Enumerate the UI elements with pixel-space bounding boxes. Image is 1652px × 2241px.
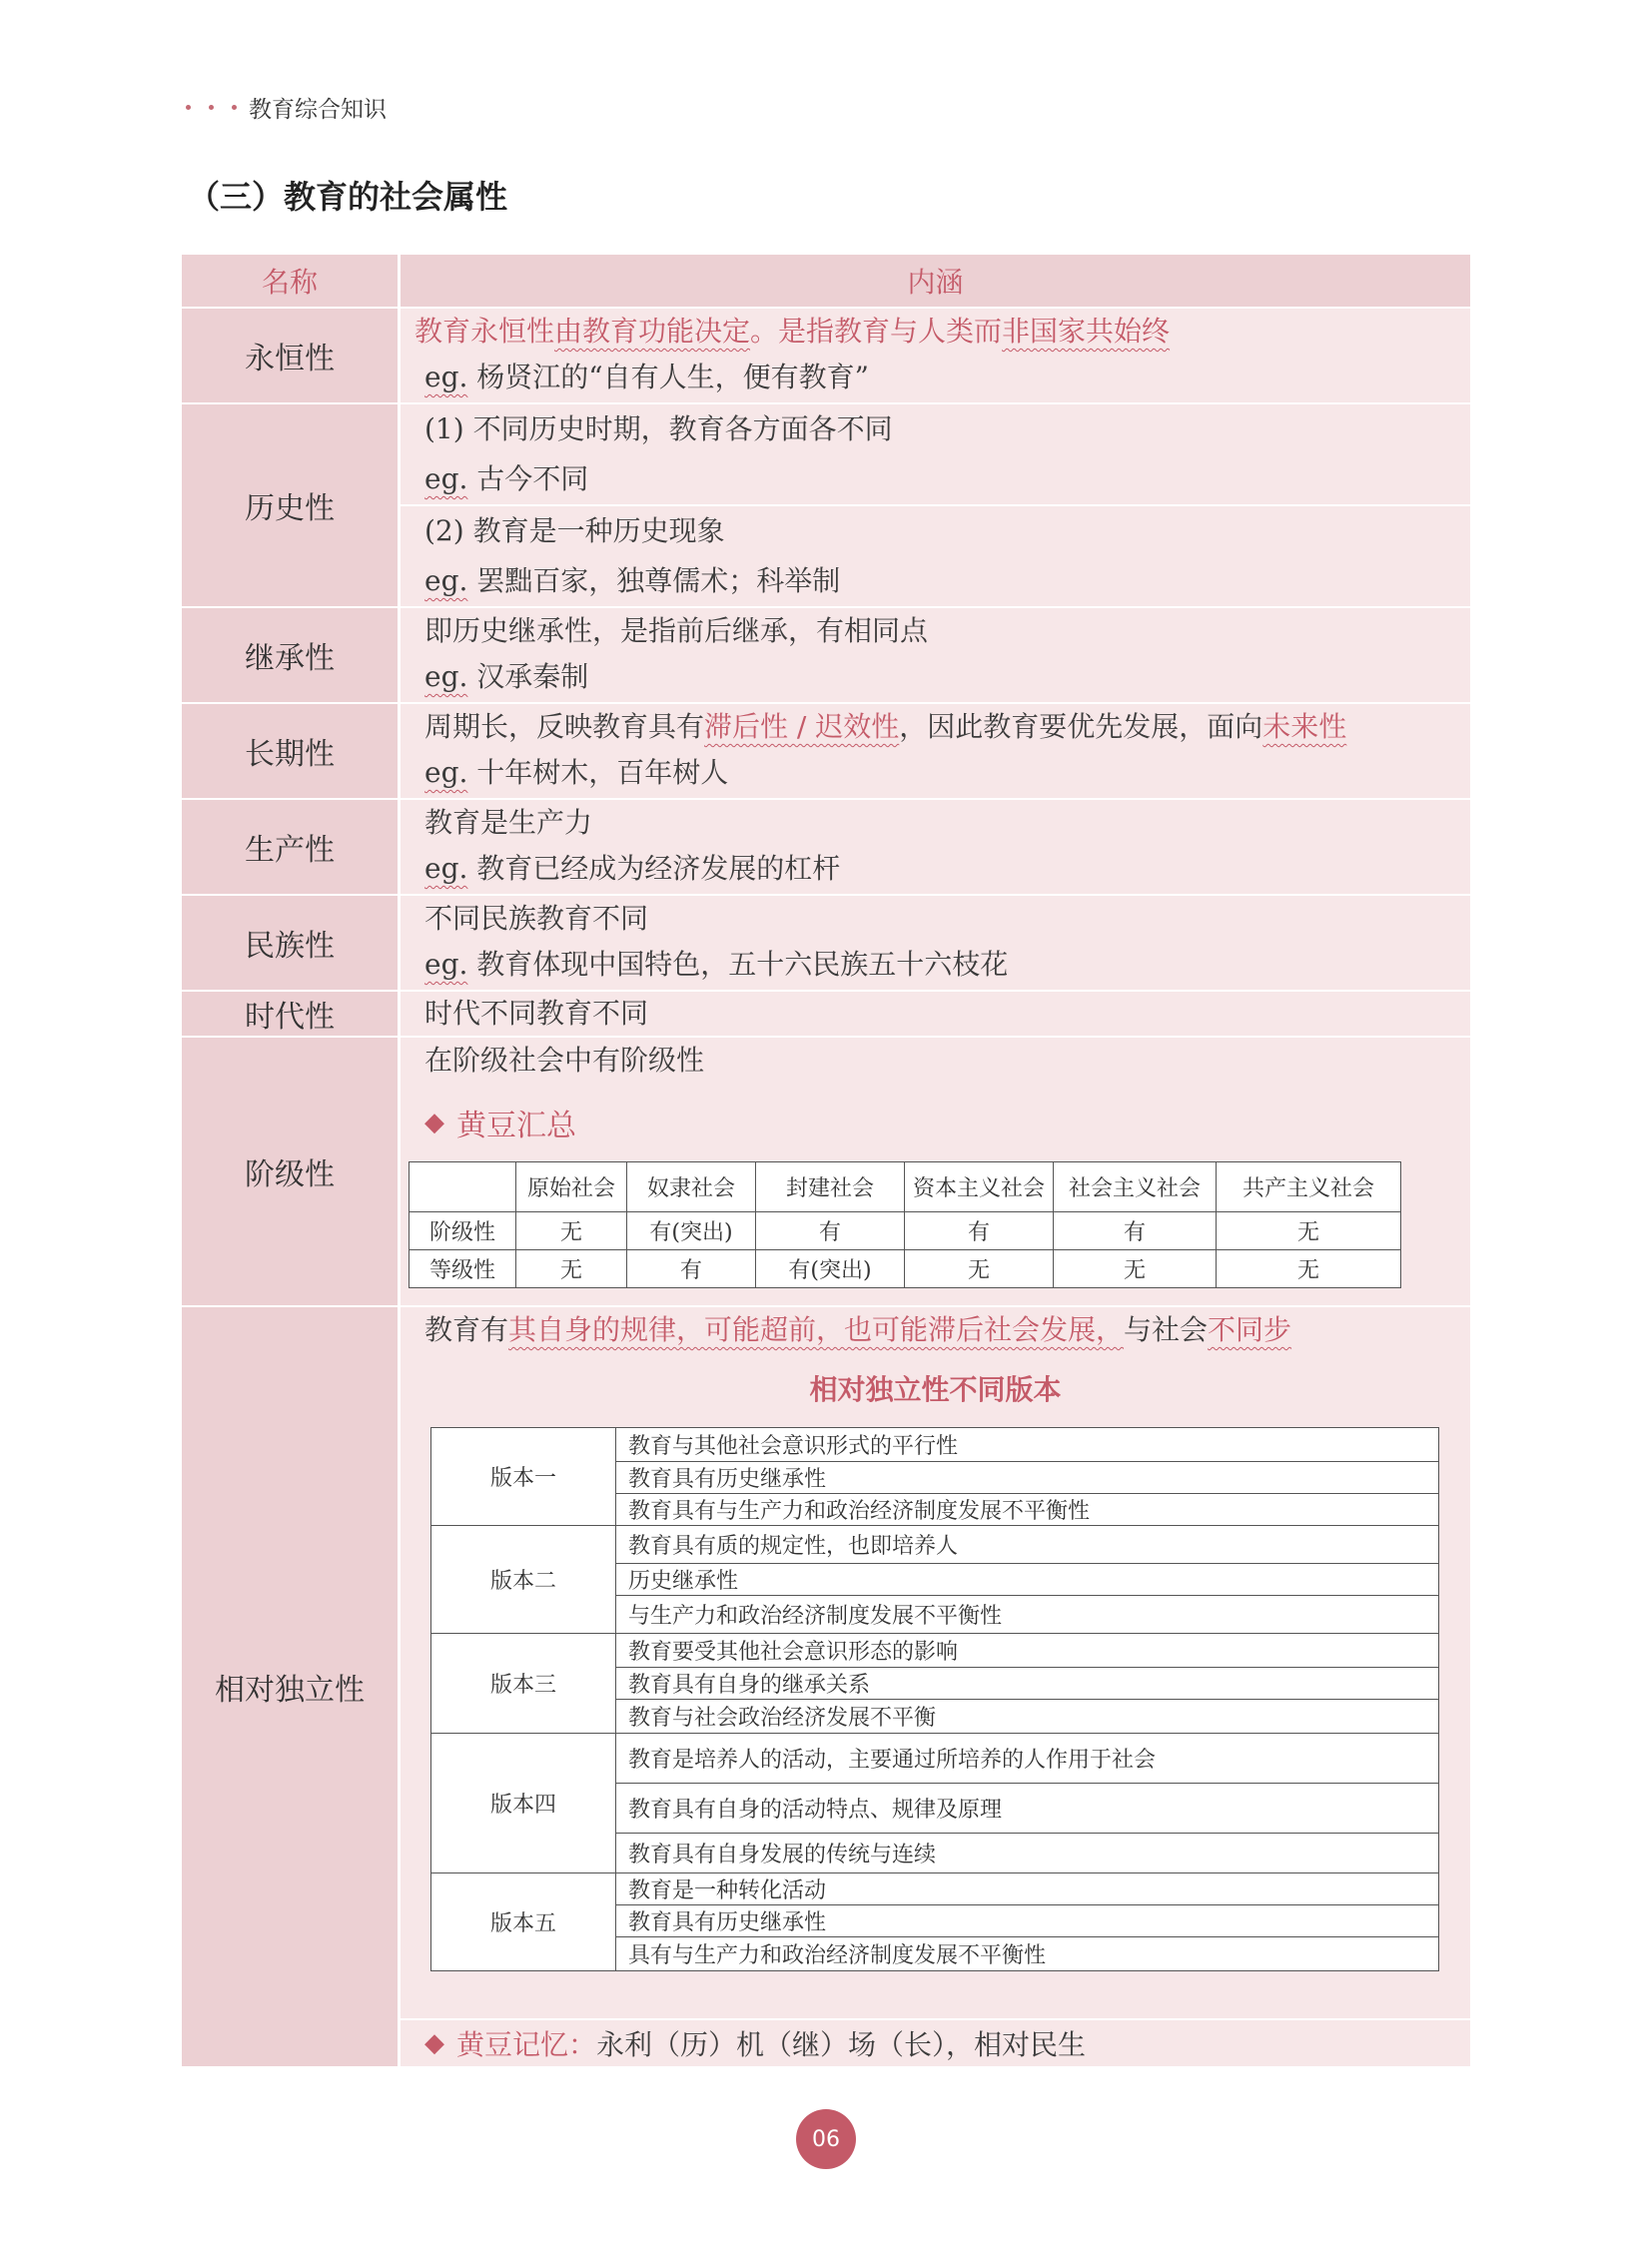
content-line: 在阶级社会中有阶级性 — [424, 1044, 705, 1077]
example-text: 教育体现中国特色，五十六民族五十六枝花 — [467, 948, 1009, 981]
row-jieji — [182, 1038, 1470, 1307]
table-cell: 阶级性 — [410, 1212, 516, 1250]
version-item: 教育与其他社会意识形式的平行性 — [616, 1428, 1439, 1462]
highlight-wavy: 其自身的规律，可能超前，也可能滞后社会发展， — [508, 1313, 1125, 1346]
row-name: 时代性 — [182, 992, 401, 1036]
table-cell: 无 — [1217, 1212, 1401, 1250]
table-cell: 有(突出) — [627, 1212, 756, 1250]
class-summary-table — [409, 1161, 1401, 1288]
table-cell: 无 — [516, 1250, 627, 1288]
content-line — [414, 309, 1470, 355]
highlight-wavy: 滞后性 / 迟效性 — [704, 710, 900, 743]
version-item: 教育具有与生产力和政治经济制度发展不平衡性 — [616, 1494, 1439, 1526]
version-item: 历史继承性 — [616, 1564, 1439, 1596]
content-line — [401, 1307, 1470, 1353]
version-label: 版本五 — [431, 1873, 616, 1971]
content-line — [424, 846, 1470, 892]
example-text: 汉承秦制 — [467, 660, 589, 693]
dot-icon — [232, 105, 237, 110]
example-text: 十年树木，百年树人 — [467, 756, 729, 789]
table-cell: 无 — [905, 1250, 1054, 1288]
section-title: （三）教育的社会属性 — [188, 178, 508, 216]
highlight-wavy: 非国家共始终 — [1002, 315, 1171, 348]
table-cell: 原始社会 — [516, 1162, 627, 1212]
example-text: 古今不同 — [467, 462, 589, 495]
summary-title: 黄豆汇总 — [456, 1109, 576, 1143]
table-cell: 有(突出) — [756, 1250, 905, 1288]
example-text: 教育已经成为经济发展的杠杆 — [467, 852, 841, 885]
text: 周期长，反映教育具有 — [424, 710, 705, 743]
version-label: 版本四 — [431, 1734, 616, 1873]
version-label: 版本三 — [431, 1634, 616, 1734]
attributes-table — [182, 255, 1470, 2068]
table-cell: 无 — [1054, 1250, 1217, 1288]
example-text: 罢黜百家，独尊儒术；科举制 — [467, 564, 841, 597]
version-item: 教育具有自身的活动特点、规律及原理 — [616, 1784, 1439, 1834]
highlight-wavy: 由教育功能决定 — [554, 315, 751, 348]
row-name: 长期性 — [182, 704, 401, 798]
row-name: 民族性 — [182, 896, 401, 990]
text: 与社会 — [1124, 1313, 1209, 1346]
table-cell: 封建社会 — [756, 1162, 905, 1212]
content-line: 时代不同教育不同 — [424, 997, 649, 1030]
highlight-wavy: 不同步 — [1208, 1313, 1292, 1346]
version-item: 教育具有历史继承性 — [616, 1462, 1439, 1494]
version-item: 与生产力和政治经济制度发展不平衡性 — [616, 1596, 1439, 1634]
content-line — [424, 556, 1470, 606]
content-line — [424, 654, 1470, 700]
table-cell: 资本主义社会 — [905, 1162, 1054, 1212]
eg-label: eg. — [424, 852, 468, 885]
diamond-icon: ◆ — [424, 2028, 444, 2058]
table-cell: 无 — [1217, 1250, 1401, 1288]
row-shidai — [182, 992, 1470, 1038]
version-item: 教育是培养人的活动，主要通过所培养的人作用于社会 — [616, 1734, 1439, 1784]
eg-label: eg. — [424, 361, 468, 393]
example-text: 杨贤江的“自有人生，便有教育” — [467, 361, 869, 393]
version-item: 教育是一种转化活动 — [616, 1873, 1439, 1905]
table-cell: 有 — [905, 1212, 1054, 1250]
eg-label: eg. — [424, 564, 468, 597]
header-name: 名称 — [182, 255, 401, 307]
page-header — [186, 92, 387, 122]
row-name: 继承性 — [182, 608, 401, 702]
versions-table — [430, 1427, 1439, 1971]
table-header-row — [182, 255, 1470, 309]
diamond-icon: ◆ — [424, 1108, 444, 1137]
version-item: 教育要受其他社会意识形态的影响 — [616, 1634, 1439, 1668]
header-title: 教育综合知识 — [249, 96, 387, 123]
table-cell: 等级性 — [410, 1250, 516, 1288]
eg-label: eg. — [424, 462, 468, 495]
content-line: 即历史继承性，是指前后继承，有相同点 — [424, 614, 929, 647]
row-name: 历史性 — [182, 404, 401, 606]
row-lishi — [182, 404, 1470, 608]
dot-icon — [209, 105, 214, 110]
version-item: 教育具有质的规定性，也即培养人 — [616, 1526, 1439, 1564]
content-line — [424, 704, 1470, 750]
table-cell: 无 — [516, 1212, 627, 1250]
memo-line — [401, 2018, 1470, 2066]
memo-text: 永利（历）机（继）场（长），相对民生 — [596, 2028, 1087, 2061]
content-line — [414, 355, 1470, 400]
row-name: 相对独立性 — [182, 1307, 401, 2066]
summary-heading — [401, 1084, 1470, 1161]
highlight-text: 。是指教育与人类而 — [750, 315, 1003, 348]
text: ，因此教育要优先发展，面向 — [899, 710, 1263, 743]
row-changqi — [182, 704, 1470, 800]
table-cell: 社会主义社会 — [1054, 1162, 1217, 1212]
memo-label: 黄豆记忆： — [456, 2028, 597, 2061]
header-content: 内涵 — [401, 255, 1470, 307]
version-item: 教育具有自身的继承关系 — [616, 1668, 1439, 1700]
table-cell: 有 — [627, 1250, 756, 1288]
content-line: (2) 教育是一种历史现象 — [424, 514, 725, 547]
content-line — [424, 454, 1470, 504]
version-item: 教育与社会政治经济发展不平衡 — [616, 1700, 1439, 1734]
highlight-wavy: 未来性 — [1262, 710, 1347, 743]
content-line: 不同民族教育不同 — [424, 902, 649, 935]
content-line — [424, 942, 1470, 988]
table-cell: 共产主义社会 — [1217, 1162, 1401, 1212]
row-jicheng — [182, 608, 1470, 704]
eg-label: eg. — [424, 756, 468, 789]
row-shengchan — [182, 800, 1470, 896]
highlight-text: 教育永恒性 — [414, 315, 555, 348]
version-item: 教育具有历史继承性 — [616, 1905, 1439, 1937]
row-name: 永恒性 — [182, 309, 401, 402]
row-name: 阶级性 — [182, 1038, 401, 1305]
table-cell: 有 — [756, 1212, 905, 1250]
table-cell: 有 — [1054, 1212, 1217, 1250]
text: 教育有 — [424, 1313, 509, 1346]
table-cell — [410, 1162, 516, 1212]
version-item: 教育具有自身发展的传统与连续 — [616, 1834, 1439, 1873]
row-yongheng — [182, 309, 1470, 404]
version-label: 版本二 — [431, 1526, 616, 1634]
content-line: 教育是生产力 — [424, 806, 593, 839]
versions-title: 相对独立性不同版本 — [809, 1373, 1062, 1406]
row-name: 生产性 — [182, 800, 401, 894]
version-item: 具有与生产力和政治经济制度发展不平衡性 — [616, 1937, 1439, 1971]
page-number: 06 — [796, 2109, 856, 2169]
dot-icon — [186, 105, 191, 110]
table-cell: 奴隶社会 — [627, 1162, 756, 1212]
content-line — [424, 750, 1470, 796]
eg-label: eg. — [424, 948, 468, 981]
version-label: 版本一 — [431, 1428, 616, 1526]
row-minzu — [182, 896, 1470, 992]
content-line: (1) 不同历史时期，教育各方面各不同 — [424, 412, 893, 445]
eg-label: eg. — [424, 660, 468, 693]
row-duli — [182, 1307, 1470, 2068]
